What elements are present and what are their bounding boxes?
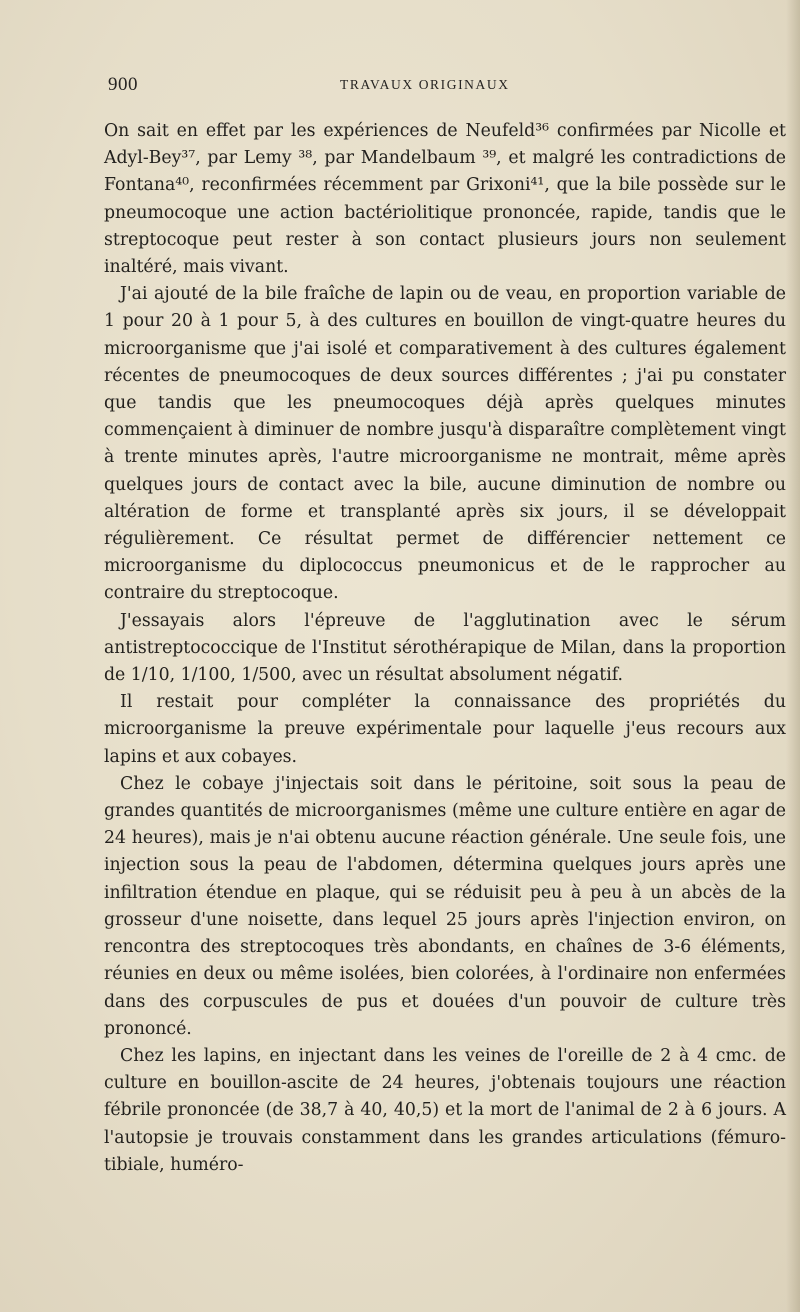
page-edge-shadow <box>786 0 800 1312</box>
section-title: TRAVAUX ORIGINAUX <box>340 77 510 92</box>
paragraph-bile-experiment: J'ai ajouté de la bile fraîche de lapin ou de veau, en proportion variable de 1 pour 20 à 1 pour 5, à des cultures en bouillon de vingt-quatre heures du microorganisme que j'ai isolé et comparativement à des cultures également récentes de pneumocoques de deux sources différentes ; j'ai pu constater que tandis que les pneumocoques déjà après quelques minutes commençaient à diminuer de nombre jusqu'à disparaître complètement vingt à trente minutes après, l'autre microorganisme ne montrait, même après quelques jours de contact avec la bile, aucune diminution de nombre ou altération de forme et transplanté après six jours, il se développait régulièrement. Ce résultat permet de différencier nettement ce microorganisme du diplococcus pneumonicus et de le rapprocher au contraire du streptocoque. <box>104 284 786 604</box>
paragraph-guinea-pig: Chez le cobaye j'injectais soit dans le péritoine, soit sous la peau de grandes quantités de microorganismes (même une culture entière en agar de 24 heures), mais je n'ai obtenu aucune réaction générale. Une seule fois, une injection sous la peau de l'abdomen, détermina quelques jours après une infiltration étendue en plaque, qui se réduisit peu à peu à un abcès de la grosseur d'une noisette, dans lequel 25 jours après l'injection environ, on rencontra des streptocoques très abondants, en chaînes de 3-6 éléments, réunies en deux ou même isolées, bien colorées, à l'ordinaire non enfermées dans des corpuscules de pus et douées d'un pouvoir de culture très prononcé. <box>104 773 786 1039</box>
running-header <box>108 74 788 104</box>
article-body <box>104 118 786 1179</box>
paragraph-experimental-proof: Il restait pour compléter la connaissance des propriétés du microorganisme la preuve expérimentale pour laquelle j'eus recours aux lapins et aux cobayes. <box>104 692 786 767</box>
paragraph-bile-action: On sait en effet par les expériences de Neufeld³⁶ confirmées par Nicolle et Adyl-Bey³⁷, par Lemy ³⁸, par Mandelbaum ³⁹, et malgré les contradictions de Fontana⁴⁰, reconfirmées récemment par Grixoni⁴¹, que la bile possède sur le pneumocoque une action bactériolitique prononcée, rapide, tandis que le streptocoque peut rester à son contact plusieurs jours non seulement inaltéré, mais vivant. <box>104 121 786 278</box>
paragraph-agglutination: J'essayais alors l'épreuve de l'agglutination avec le sérum antistreptococcique de l'Institut sérothérapique de Milan, dans la proportion de 1/10, 1/100, 1/500, avec un résultat absolument négatif. <box>104 610 786 686</box>
paragraph-rabbits: Chez les lapins, en injectant dans les veines de l'oreille de 2 à 4 cmc. de culture en bouillon-ascite de 24 heures, j'obtenais toujours une réaction fébrile prononcée (de 38,7 à 40, 40,5) et la mort de l'animal de 2 à 6 jours. A l'autopsie je trouvais constamment dans les grandes articulations (fémuro-tibiale, huméro- <box>104 1045 786 1175</box>
page-number: 900 <box>108 74 138 95</box>
